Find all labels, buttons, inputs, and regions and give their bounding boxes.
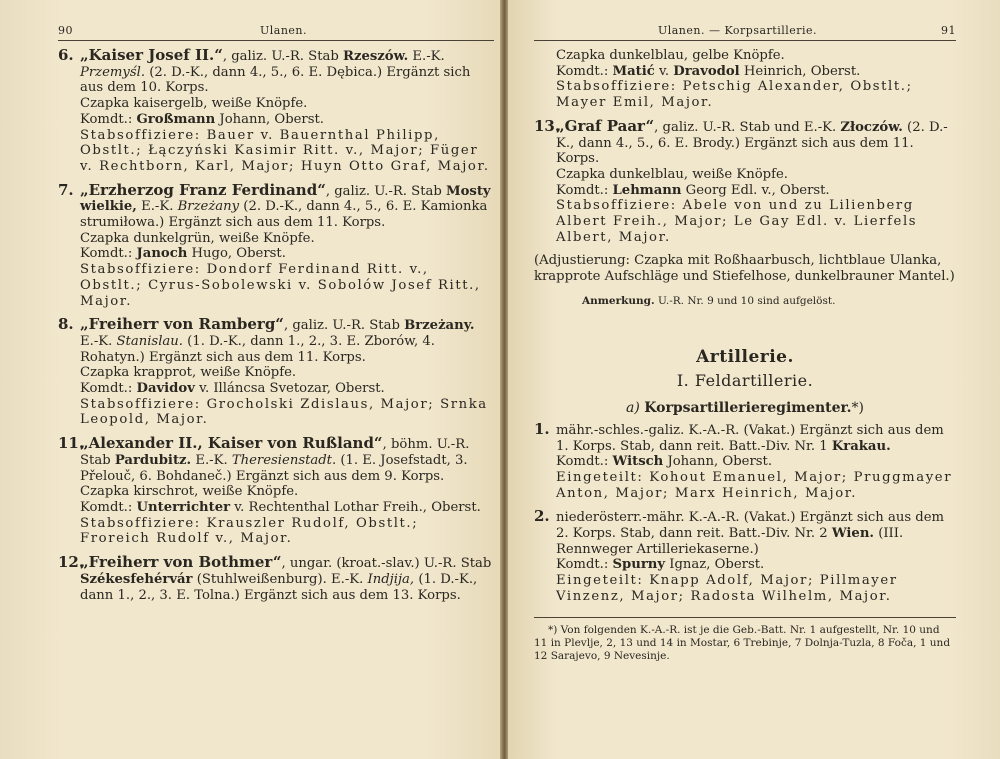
- regiment-name: „Kaiser Josef II.“: [80, 46, 223, 64]
- entry-number: 11.: [58, 434, 85, 453]
- komdt-name-2: Dravodol: [673, 63, 740, 79]
- artillery-entry-2: [534, 509, 956, 604]
- regiment-entry-12: [58, 555, 494, 603]
- komdt-name: Großmann: [136, 111, 216, 127]
- stab-line: Stabsoffiziere: Abele von und zu Lilienberg Albert Freih., Major; Le Gay Edl. v. Lierfels Albert, Major.: [556, 198, 918, 245]
- komdt-name: Witsch: [612, 454, 664, 470]
- eingeteilt-line: Eingeteilt: Kohout Emanuel, Major; Pruggmayer Anton, Major; Marx Heinrich, Major.: [556, 469, 953, 501]
- komdt-rest: Heinrich, Oberst.: [739, 63, 861, 79]
- stab-line: Stabsoffiziere: Krauszler Rudolf, Obstlt.; Froreich Rudolf v., Major.: [80, 515, 419, 547]
- regiment-name: „Freiherr von Ramberg“: [80, 315, 284, 334]
- entry-number: 12.: [58, 553, 85, 572]
- entry-text: E.-K.: [408, 49, 445, 64]
- entry-text: mähr.-schles.-galiz. K.-A.-R. (Vakat.) Ergänzt sich aus dem 1. Korps. Stab, dann reit. Batt.-Div. Nr. 1: [556, 422, 944, 454]
- komdt-line: [58, 246, 494, 262]
- komdt-rest: v. Rechtenthal Lothar Freih., Oberst.: [230, 499, 481, 515]
- komdt-rest: v. Illáncsa Svetozar, Oberst.: [194, 381, 385, 397]
- staff-city: Székesfehérvár: [80, 571, 193, 587]
- staff-city: Brzeżany.: [404, 318, 475, 334]
- komdt-name: Spurny: [612, 557, 666, 573]
- ek-city: Indjija,: [367, 571, 415, 587]
- entry-number: 7.: [58, 180, 74, 199]
- komdt-rest: Johann, Oberst.: [215, 111, 324, 127]
- entry-text: , böhm. U.-R. Stab: [80, 437, 470, 468]
- ek-city: Theresienstadt.: [231, 452, 337, 468]
- komdt-label: Komdt.:: [80, 381, 133, 397]
- komdt-line: [58, 381, 494, 397]
- komdt-label: Komdt.:: [556, 63, 609, 79]
- adjustierung-note: (Adjustierung: Czapka mit Roßhaarbusch, lichtblaue Ulanka, krapprote Aufschläge und Stiefelhose, dunkelbrauner Mantel.): [534, 253, 955, 285]
- section-heading-feldartillerie: I. Feldartillerie.: [676, 370, 814, 390]
- staff-city: Mosty wielkie,: [80, 183, 491, 215]
- czapka-line: Czapka kirschrot, weiße Knöpfe.: [80, 484, 299, 500]
- komdt-label: Komdt.:: [80, 111, 133, 127]
- entry-number: 13.: [534, 116, 561, 135]
- komdt-name: Matić: [612, 63, 655, 79]
- entry-text: E.-K.: [191, 452, 232, 468]
- regiment-name: „Erzherzog Franz Ferdinand“: [80, 180, 326, 199]
- section-heading-korpsartillerie: [534, 400, 956, 416]
- regiment-name: „Freiherr von Bothmer“: [80, 553, 282, 572]
- komdt-label: Komdt.:: [556, 557, 609, 573]
- entry-text: , galiz. U.-R. Stab und E.-K.: [654, 119, 841, 135]
- komdt-rest: Johann, Oberst.: [663, 454, 773, 470]
- komdt-line: [534, 557, 956, 573]
- anmerkung: [582, 295, 956, 307]
- stab-line: Stabsoffiziere: Grocholski Zdislaus, Major; Srnka Leopold, Major.: [80, 396, 488, 428]
- stab-line: Stabsoffiziere: Petschig Alexander, Obstlt.; Mayer Emil, Major.: [556, 79, 913, 111]
- komdt-rest: Ignaz, Oberst.: [665, 557, 765, 573]
- entry-text: , galiz. U.-R. Stab: [283, 318, 405, 334]
- anmerkung-text: U.-R. Nr. 9 und 10 sind aufgelöst.: [654, 294, 836, 307]
- komdt-name: Davidov: [136, 381, 195, 397]
- stab-line: Stabsoffiziere: Bauer v. Bauernthal Philipp, Obstlt.; Łączyński Kasimir Ritt. v., Major; Füger v. Rechtborn, Karl, Major; Huyn Otto Graf, Major.: [80, 127, 490, 174]
- ek-city: Przemyśl.: [80, 64, 146, 80]
- stab-line: Stabsoffiziere: Dondorf Ferdinand Ritt. v., Obstlt.; Cyrus-Sobolewski v. Sobolów Josef Ritt., Major.: [80, 262, 481, 309]
- right-page: [508, 0, 1000, 759]
- regiment-entry-7: [58, 180, 494, 310]
- entry-text: (1. D.-K., dann 1., 2., 3. E. Zborów, 4. Rohatyn.) Ergänzt sich aus dem 11. Korps.: [80, 333, 435, 365]
- entry-number: 1.: [534, 419, 550, 438]
- ek-city: Brzeżany: [177, 199, 240, 215]
- staff-city: Złoczów.: [840, 119, 903, 135]
- komdt-label: Komdt.:: [80, 246, 133, 262]
- entry-number: 2.: [534, 507, 550, 526]
- footnote-marker: *): [851, 399, 864, 416]
- page-number-right: 91: [941, 24, 956, 37]
- regiment-name: „Graf Paar“: [556, 116, 655, 135]
- komdt-rest: Georg Edl. v., Oberst.: [681, 182, 830, 198]
- subsection-title: Korpsartillerieregimenter.: [644, 399, 852, 416]
- entry-text: , galiz. U.-R. Stab: [325, 183, 446, 199]
- right-page-header: [534, 24, 956, 41]
- entry-text: (1. D.-K., dann 1., 2., 3. E. Tolna.) Ergänzt sich aus dem 13. Korps.: [80, 571, 478, 603]
- right-header-title: Ulanen. — Korpsartillerie.: [657, 24, 818, 37]
- staff-city: Krakau.: [831, 438, 891, 454]
- entry-text: E.-K.: [80, 333, 117, 349]
- komdt-label: Komdt.:: [556, 454, 609, 470]
- komdt-rest: v.: [654, 63, 674, 79]
- entry-text: niederösterr.-mähr. K.-A.-R. (Vakat.) Ergänzt sich aus dem 2. Korps. Stab, dann reit. Batt.-Div. Nr. 2: [556, 510, 945, 542]
- subsection-letter: a): [626, 399, 640, 416]
- komdt-line: [58, 500, 494, 516]
- eingeteilt-line: Eingeteilt: Knapp Adolf, Major; Pillmayer Vinzenz, Major; Radosta Wilhelm, Major.: [556, 573, 898, 604]
- czapka-line: Czapka kaisergelb, weiße Knöpfe.: [80, 96, 308, 112]
- entry-number: 6.: [58, 46, 74, 64]
- ek-city: Stanislau.: [116, 333, 183, 349]
- regiment-entry-13: [534, 116, 956, 246]
- page-number-left: 90: [58, 24, 73, 37]
- staff-city: Wien.: [831, 526, 875, 542]
- footnote: *) Von folgenden K.-A.-R. ist je die Geb.-Batt. Nr. 1 aufgestellt, Nr. 10 und 11 in Plevlje, 2, 13 und 14 in Mostar, 6 Trebinje, 7 Dolnja-Tuzla, 8 Foča, 1 und 12 Sarajevo, 9 Nevesinje.: [534, 617, 956, 663]
- komdt-name: Janoch: [136, 246, 188, 262]
- czapka-line: Czapka krapprot, weiße Knöpfe.: [80, 365, 297, 381]
- komdt-label: Komdt.:: [556, 182, 609, 198]
- left-page-header: [58, 24, 494, 41]
- entry-text: (III. Rennweger Artilleriekaserne.): [556, 526, 904, 557]
- regiment-entry-6: [58, 48, 494, 175]
- entry-text: (2. D.-K., dann 4., 5., 6. E. Kamionka strumiłowa.) Ergänzt sich aus dem 11. Korps.: [80, 199, 488, 231]
- anmerkung-label: Anmerkung.: [582, 294, 655, 307]
- entry-text: E.-K.: [136, 199, 178, 215]
- komdt-line: [534, 64, 956, 80]
- regiment-entry-12-continued: [534, 48, 956, 111]
- regiment-name: „Alexander II., Kaiser von Rußland“: [80, 434, 383, 453]
- komdt-line: [534, 183, 956, 199]
- komdt-line: [58, 112, 494, 128]
- artillery-entry-1: [534, 419, 956, 502]
- entry-text: , ungar. (kroat.-slav.) U.-R. Stab: [281, 556, 492, 572]
- left-header-title: Ulanen.: [259, 24, 308, 37]
- regiment-entry-11: [58, 436, 494, 547]
- entry-text: (2. D.-K., dann 4., 5., 6. E. Dębica.) Ergänzt sich aus dem 10. Korps.: [80, 64, 471, 96]
- komdt-rest: Hugo, Oberst.: [187, 246, 286, 262]
- staff-city: Rzeszów.: [343, 49, 409, 64]
- czapka-line: Czapka dunkelgrün, weiße Knöpfe.: [80, 230, 315, 246]
- komdt-line: [534, 454, 956, 470]
- regiment-entry-8: [58, 317, 494, 428]
- entry-text: , galiz. U.-R. Stab: [222, 49, 344, 64]
- section-heading-artillerie: Artillerie.: [696, 346, 794, 367]
- komdt-name: Unterrichter: [136, 499, 231, 515]
- entry-number: 8.: [58, 315, 74, 334]
- entry-text: (Stuhlweißenburg). E.-K.: [192, 571, 368, 587]
- czapka-line: Czapka dunkelblau, gelbe Knöpfe.: [556, 48, 785, 63]
- komdt-name: Lehmann: [612, 182, 682, 198]
- staff-city: Pardubitz.: [114, 452, 192, 468]
- entry-text: (1. E. Josefstadt, 3. Přelouč, 6. Bohdaneč.) Ergänzt sich aus dem 9. Korps.: [80, 452, 468, 484]
- entry-text: (2. D.-K., dann 4., 5., 6. E. Brody.) Ergänzt sich aus dem 11. Korps.: [556, 119, 948, 167]
- komdt-label: Komdt.:: [80, 499, 133, 515]
- czapka-line: Czapka dunkelblau, weiße Knöpfe.: [556, 166, 788, 182]
